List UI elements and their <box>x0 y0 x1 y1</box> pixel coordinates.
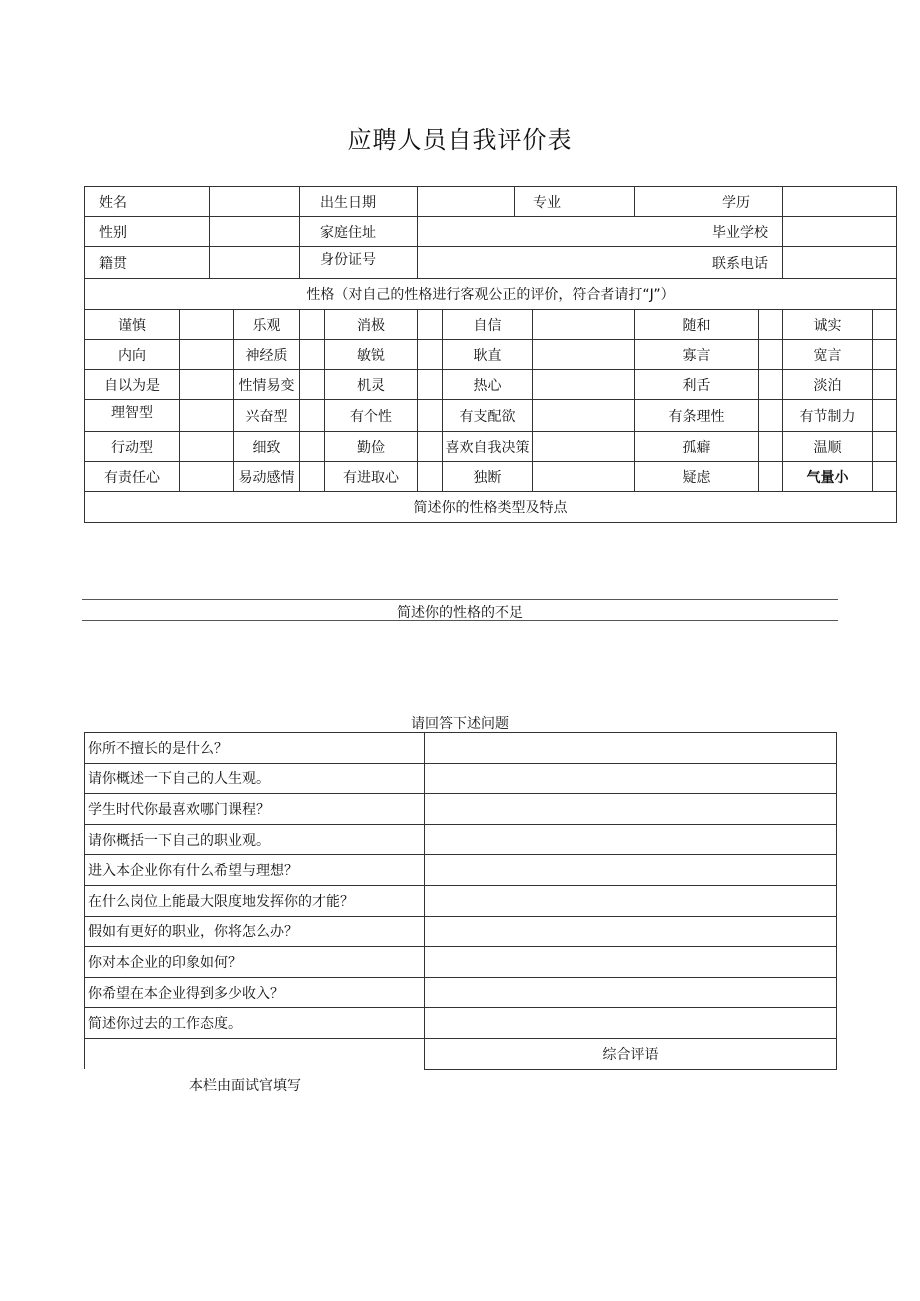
contact-phone-label: 联系电话 <box>712 255 769 272</box>
question-text: 学生时代你最喜欢哪门课程？ <box>85 794 425 825</box>
graduate-school-label: 毕业学校 <box>712 224 769 241</box>
trait-checkbox[interactable] <box>873 462 897 492</box>
question-text: 你对本企业的印象如何？ <box>85 947 425 978</box>
answer-field[interactable] <box>425 1008 837 1039</box>
trait-label: 诚实 <box>783 310 873 340</box>
trait-checkbox[interactable] <box>533 370 635 400</box>
trait-label: 淡泊 <box>783 370 873 400</box>
trait-row <box>85 310 897 340</box>
trait-label: 性情易变 <box>234 370 300 400</box>
describe-type-label: 简述你的性格类型及特点 <box>85 492 897 523</box>
trait-checkbox[interactable] <box>180 310 234 340</box>
info-row-1 <box>85 187 897 217</box>
gender-field[interactable] <box>210 217 300 247</box>
trait-label: 寡言 <box>635 340 759 370</box>
trait-label: 独断 <box>443 462 533 492</box>
name-field[interactable] <box>210 187 300 217</box>
info-row-2 <box>85 217 897 247</box>
trait-label: 易动感情 <box>234 462 300 492</box>
answer-questions-label: 请回答下述问题 <box>411 716 509 732</box>
answer-field[interactable] <box>425 855 837 886</box>
trait-row <box>85 462 897 492</box>
answer-field[interactable] <box>425 824 837 855</box>
trait-label: 行动型 <box>85 432 180 462</box>
trait-label: 理智型 <box>85 400 180 432</box>
trait-label: 耿直 <box>443 340 533 370</box>
trait-checkbox[interactable] <box>873 400 897 432</box>
trait-checkbox[interactable] <box>300 370 325 400</box>
question-row <box>85 824 837 855</box>
trait-label: 有进取心 <box>325 462 418 492</box>
trait-checkbox[interactable] <box>533 400 635 432</box>
trait-checkbox[interactable] <box>418 370 443 400</box>
trait-label: 谨慎 <box>85 310 180 340</box>
info-row-3 <box>85 247 897 279</box>
trait-checkbox[interactable] <box>533 340 635 370</box>
trait-checkbox[interactable] <box>418 340 443 370</box>
answer-field[interactable] <box>425 977 837 1008</box>
question-row <box>85 977 837 1008</box>
question-text: 在什么岗位上能最大限度地发挥你的才能？ <box>85 885 425 916</box>
trait-checkbox[interactable] <box>759 340 783 370</box>
trait-checkbox[interactable] <box>180 462 234 492</box>
trait-checkbox[interactable] <box>300 340 325 370</box>
trait-label: 兴奋型 <box>234 400 300 432</box>
trait-checkbox[interactable] <box>759 432 783 462</box>
trait-label: 有个性 <box>325 400 418 432</box>
trait-label: 温顺 <box>783 432 873 462</box>
trait-checkbox[interactable] <box>873 310 897 340</box>
trait-label: 随和 <box>635 310 759 340</box>
question-row <box>85 947 837 978</box>
answer-field[interactable] <box>425 916 837 947</box>
trait-label: 神经质 <box>234 340 300 370</box>
describe-flaws-label: 简述你的性格的不足 <box>397 605 523 621</box>
interviewer-field[interactable] <box>85 1038 425 1069</box>
trait-checkbox[interactable] <box>759 310 783 340</box>
divider-line <box>82 620 838 621</box>
trait-row <box>85 400 897 432</box>
trait-checkbox[interactable] <box>300 432 325 462</box>
question-row <box>85 916 837 947</box>
question-row <box>85 763 837 794</box>
divider-line <box>82 599 838 600</box>
answer-field[interactable] <box>425 885 837 916</box>
question-text: 请你概述一下自己的人生观。 <box>85 763 425 794</box>
answer-field[interactable] <box>425 947 837 978</box>
trait-label: 勤俭 <box>325 432 418 462</box>
overall-comment-label: 综合评语 <box>425 1038 837 1069</box>
trait-label: 热心 <box>443 370 533 400</box>
native-place-label: 籍贯 <box>85 247 210 279</box>
trait-checkbox[interactable] <box>180 432 234 462</box>
answer-field[interactable] <box>425 794 837 825</box>
overall-comment-row <box>85 1038 837 1069</box>
trait-label: 消极 <box>325 310 418 340</box>
education-label: 学历 <box>722 194 751 211</box>
trait-label: 内向 <box>85 340 180 370</box>
trait-checkbox[interactable] <box>873 340 897 370</box>
trait-checkbox[interactable] <box>180 370 234 400</box>
home-address-field[interactable] <box>418 217 783 247</box>
trait-label: 有责任心 <box>85 462 180 492</box>
question-row <box>85 733 837 764</box>
trait-label: 细致 <box>234 432 300 462</box>
trait-row <box>85 432 897 462</box>
trait-checkbox[interactable] <box>180 400 234 432</box>
question-text: 假如有更好的职业，你将怎么办？ <box>85 916 425 947</box>
birth-date-field[interactable] <box>418 187 515 217</box>
major-label: 专业 <box>515 187 635 217</box>
gender-label: 性别 <box>85 217 210 247</box>
education-field[interactable] <box>783 187 897 217</box>
trait-checkbox[interactable] <box>418 310 443 340</box>
trait-checkbox[interactable] <box>759 370 783 400</box>
question-row <box>85 885 837 916</box>
native-place-field[interactable] <box>210 247 300 279</box>
trait-checkbox[interactable] <box>759 400 783 432</box>
id-number-field[interactable] <box>418 247 783 279</box>
birth-date-label: 出生日期 <box>300 187 418 217</box>
trait-label: 有支配欲 <box>443 400 533 432</box>
trait-label: 乐观 <box>234 310 300 340</box>
questions-table <box>84 732 837 1070</box>
trait-label: 利舌 <box>635 370 759 400</box>
interviewer-note: 本栏由面试官填写 <box>189 1078 301 1094</box>
answer-field[interactable] <box>425 733 837 764</box>
trait-label: 喜欢自我决策 <box>443 432 533 462</box>
trait-label: 自信 <box>443 310 533 340</box>
personality-header: 性格（对自己的性格进行客观公正的评价，符合者请打“J”） <box>85 279 897 310</box>
trait-label: 宽言 <box>783 340 873 370</box>
trait-checkbox[interactable] <box>300 400 325 432</box>
describe-type-row <box>85 492 897 523</box>
trait-label: 疑虑 <box>635 462 759 492</box>
trait-label: 敏锐 <box>325 340 418 370</box>
trait-row <box>85 370 897 400</box>
trait-checkbox[interactable] <box>533 462 635 492</box>
id-number-label: 身份证号 <box>300 247 418 279</box>
graduate-school-field[interactable] <box>783 217 897 247</box>
trait-checkbox[interactable] <box>533 432 635 462</box>
trait-label: 气量小 <box>783 462 873 492</box>
trait-label: 有节制力 <box>783 400 873 432</box>
answer-field[interactable] <box>425 763 837 794</box>
form-title: 应聘人员自我评价表 <box>347 126 573 154</box>
trait-checkbox[interactable] <box>873 432 897 462</box>
trait-label: 机灵 <box>325 370 418 400</box>
trait-checkbox[interactable] <box>418 432 443 462</box>
trait-checkbox[interactable] <box>759 462 783 492</box>
question-text: 简述你过去的工作态度。 <box>85 1008 425 1039</box>
trait-label: 孤癖 <box>635 432 759 462</box>
question-row <box>85 855 837 886</box>
trait-checkbox[interactable] <box>533 310 635 340</box>
trait-checkbox[interactable] <box>300 310 325 340</box>
question-text: 请你概括一下自己的职业观。 <box>85 824 425 855</box>
home-address-label: 家庭住址 <box>300 217 418 247</box>
question-text: 进入本企业你有什么希望与理想？ <box>85 855 425 886</box>
major-education-field[interactable] <box>635 187 783 217</box>
question-text: 你希望在本企业得到多少收入？ <box>85 977 425 1008</box>
question-row <box>85 794 837 825</box>
question-text: 你所不擅长的是什么？ <box>85 733 425 764</box>
trait-checkbox[interactable] <box>873 370 897 400</box>
contact-phone-field[interactable] <box>783 247 897 279</box>
personal-info-table <box>84 186 897 523</box>
name-label: 姓名 <box>85 187 210 217</box>
trait-label: 有条理性 <box>635 400 759 432</box>
trait-checkbox[interactable] <box>300 462 325 492</box>
trait-checkbox[interactable] <box>418 400 443 432</box>
trait-label: 自以为是 <box>85 370 180 400</box>
trait-checkbox[interactable] <box>180 340 234 370</box>
trait-checkbox[interactable] <box>418 462 443 492</box>
trait-row <box>85 340 897 370</box>
personality-header-row <box>85 279 897 310</box>
question-row <box>85 1008 837 1039</box>
